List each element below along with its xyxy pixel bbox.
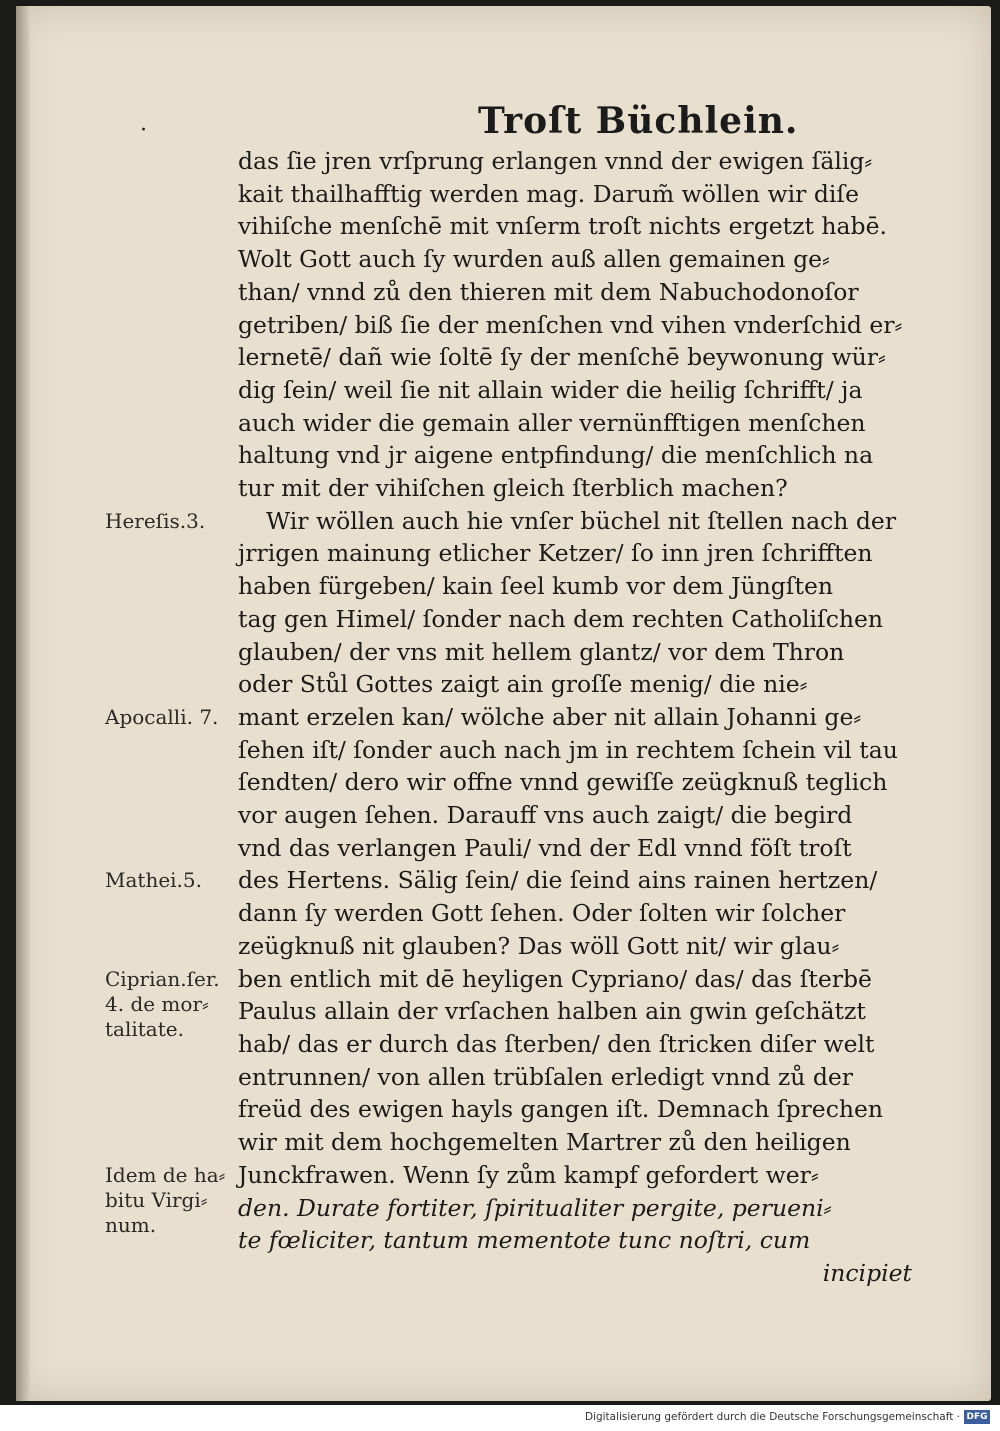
body-line: kait thailhafftig werden mag. Darum̃ wöllen wir diſe: [238, 179, 859, 208]
body-line: glauben/ der vns mit hellem glantz/ vor dem Thron: [238, 637, 845, 666]
body-line: jrrigen mainung etlicher Ketzer/ ſo inn jren ſchrifften: [238, 539, 873, 568]
margin-note: Mathei.5.: [105, 868, 202, 893]
body-line: den. Durate fortiter, ſpiritualiter pergite, perueni⸗: [238, 1193, 832, 1222]
body-line: dig ſein/ weil ſie nit allain wider die heilig ſchrifft/ ja: [238, 375, 863, 404]
footer-credit: Digitalisierung gefördert durch die Deutsche Forschungsgemeinschaft ·: [584, 1411, 960, 1423]
body-line: dann ſy werden Gott ſehen. Oder ſolten wir ſolcher: [238, 899, 846, 928]
body-line: freüd des ewigen hayls gangen iſt. Demnach ſprechen: [238, 1095, 884, 1124]
body-line: Paulus allain der vrſachen halben ain gwin geſchätzt: [238, 997, 866, 1026]
body-line: lernetē/ dañ wie ſoltē ſy der menſchē beywonung wür⸗: [238, 343, 886, 372]
body-line: tur mit der vihiſchen gleich ſterblich machen?: [238, 474, 788, 503]
body-line: hab/ das er durch das ſterben/ den ſtricken diſer welt: [238, 1029, 875, 1058]
catchword: incipiet: [822, 1258, 912, 1287]
body-line: haben fürgeben/ kain ſeel kumb vor dem Jüngſten: [238, 572, 833, 601]
body-line: vor augen ſehen. Darauff vns auch zaigt/ die begird: [238, 801, 853, 830]
body-line: tag gen Himel/ ſonder nach dem rechten Catholiſchen: [238, 604, 884, 633]
page-mark: ·: [140, 118, 147, 143]
body-line: ſehen iſt/ ſonder auch nach jm in rechtem ſchein vil tau: [238, 735, 898, 764]
running-header: Troſt Büchlein.: [478, 100, 799, 142]
margin-note: Apocalli. 7.: [105, 704, 219, 729]
body-line: Wir wöllen auch hie vnſer büchel nit ſtellen nach der: [266, 506, 897, 535]
body-line: Wolt Gott auch ſy wurden auß allen gemainen ge⸗: [238, 245, 830, 274]
footer-bar: [0, 1405, 1000, 1431]
body-line: oder Stůl Gottes zaigt ain groſſe menig/ die nie⸗: [238, 670, 808, 699]
margin-note: Idem de ha⸗ bitu Virgi⸗ num.: [105, 1162, 226, 1237]
body-line: haltung vnd jr aigene entpfindung/ die menſchlich na: [238, 441, 874, 470]
dfg-logo: DFG: [964, 1410, 990, 1424]
body-line: wir mit dem hochgemelten Martrer zů den heiligen: [238, 1128, 851, 1157]
body-line: des Hertens. Sälig ſein/ die ſeind ains rainen hertzen/: [238, 866, 878, 895]
body-line: das ſie jren vrſprung erlangen vnnd der ewigen ſälig⸗: [238, 147, 873, 175]
body-line: ben entlich mit dē heyligen Cypriano/ das/ das ſterbē: [238, 964, 872, 993]
body-line: Junckfrawen. Wenn ſy zům kampf gefordert wer⸗: [238, 1160, 819, 1189]
body-line: than/ vnnd zů den thieren mit dem Nabuchodonoſor: [238, 277, 859, 306]
body-line: te fœliciter, tantum mementote tunc noſtri, cum: [238, 1226, 811, 1255]
body-text: [238, 145, 928, 1290]
body-line: vnd das verlangen Pauli/ vnd der Edl vnnd föſt troſt: [238, 833, 852, 862]
page-gutter: [16, 6, 30, 1401]
margin-note: Ciprian.ſer. 4. de mor⸗ talitate.: [105, 966, 220, 1041]
body-line: auch wider die gemain aller vernünfftigen menſchen: [238, 408, 866, 437]
body-line: zeügknuß nit glauben? Das wöll Gott nit/ wir glau⸗: [238, 931, 840, 960]
body-line: ſendten/ dero wir offne vnnd gewiſſe zeügknuß teglich: [238, 768, 888, 797]
body-line: mant erzelen kan/ wölche aber nit allain Johanni ge⸗: [238, 702, 862, 731]
body-line: vihiſche menſchē mit vnſerm troſt nichts ergetzt habē.: [238, 212, 887, 241]
body-line: entrunnen/ von allen trübſalen erledigt vnnd zů der: [238, 1062, 854, 1091]
body-line: getriben/ biß ſie der menſchen vnd vihen vnderſchid er⸗: [238, 310, 903, 339]
margin-note: Hereſis.3.: [105, 508, 206, 533]
